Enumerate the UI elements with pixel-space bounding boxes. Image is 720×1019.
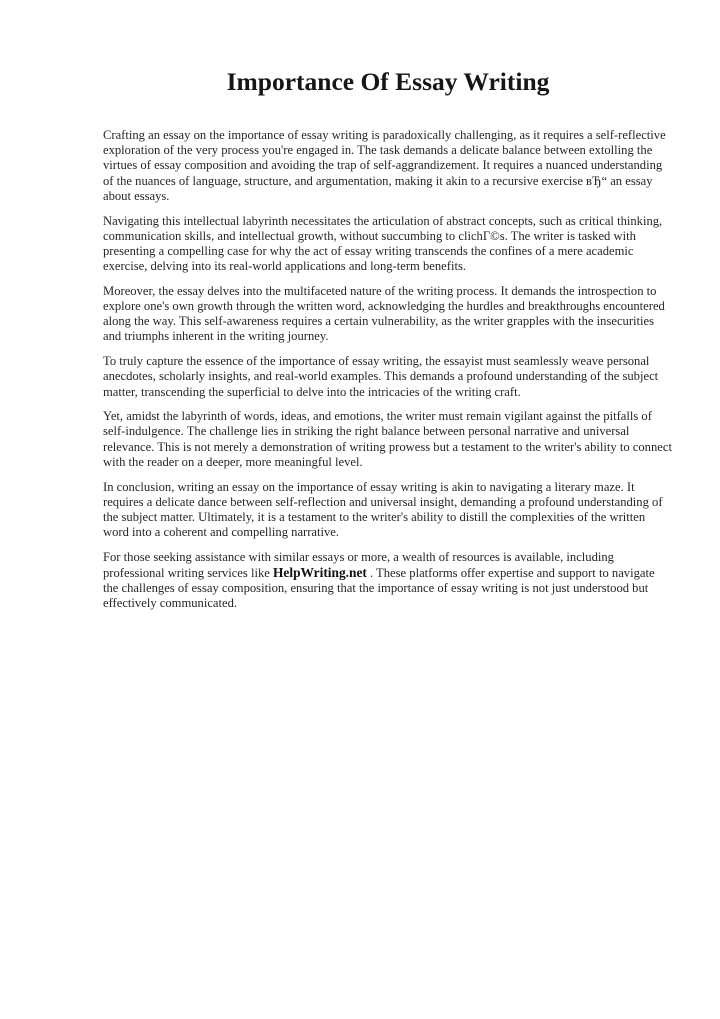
paragraph: Yet, amidst the labyrinth of words, ideas, and emotions, the writer must remain vigilant against the pitfalls of self-indulgence. The challenge lies in striking the right balance between personal narrative and universal relevance. This is not merely a demonstration of writing prowess but a testament to the writer's ability to connect with the reader on a deeper, more meaningful level. [103,409,672,469]
paragraph: Moreover, the essay delves into the multifaceted nature of the writing process. It demands the introspection to explore one's own growth through the written word, acknowledging the hurdles and breakthroughs encountered along the way. This self-awareness requires a certain vulnerability, as the writer grapples with the insecurities and triumphs inherent in the writing journey. [103,283,665,344]
paragraph: To truly capture the essence of the importance of essay writing, the essayist must seamlessly weave personal anecdotes, scholarly insights, and real-world examples. This demands a profound understanding of the subject matter, transcending the superficial to delve into the intricacies of the writing craft. [103,354,659,399]
document-title: Importance Of Essay Writing [226,67,550,96]
paragraph: Navigating this intellectual labyrinth necessitates the articulation of abstract concepts, such as critical thinking, communication skills, and intellectual growth, without succumbing to clichГ©s. The writer is tasked with presenting a compelling case for why the act of essay writing transcends the confines of a mere academic exercise, delving into its real-world applications and long-term benefits. [103,213,663,274]
paragraph: In conclusion, writing an essay on the importance of essay writing is akin to navigating a literary maze. It requires a delicate dance between self-reflection and universal insight, demanding a profound understanding of the subject matter. Ultimately, it is a testament to the writer's ability to distill the complexities of the written word into a coherent and compelling narrative. [103,479,663,540]
closing-text-before-link: For those seeking assistance with similar essays or more, a wealth of resources is available, including professional writing services like [103,549,614,581]
closing-paragraph [103,550,673,612]
paragraph: Crafting an essay on the importance of essay writing is paradoxically challenging, as it requires a self-reflective exploration of the very process you're engaged in. The task demands a delicate balance between extolling the virtues of essay composition and avoiding the trap of self-aggrandizement. It requires a nuanced understanding of the nuances of language, structure, and argumentation, making it akin to a recursive exercise вЂ“ an essay about essays. [103,128,666,203]
helpwriting-link[interactable]: HelpWriting.net [272,565,367,581]
document-body [103,128,673,621]
closing-text-after-link: . These platforms offer expertise and support to navigate the challenges of essay composition, ensuring that the importance of essay writing is not just understood but effectively communicated. [103,566,655,611]
